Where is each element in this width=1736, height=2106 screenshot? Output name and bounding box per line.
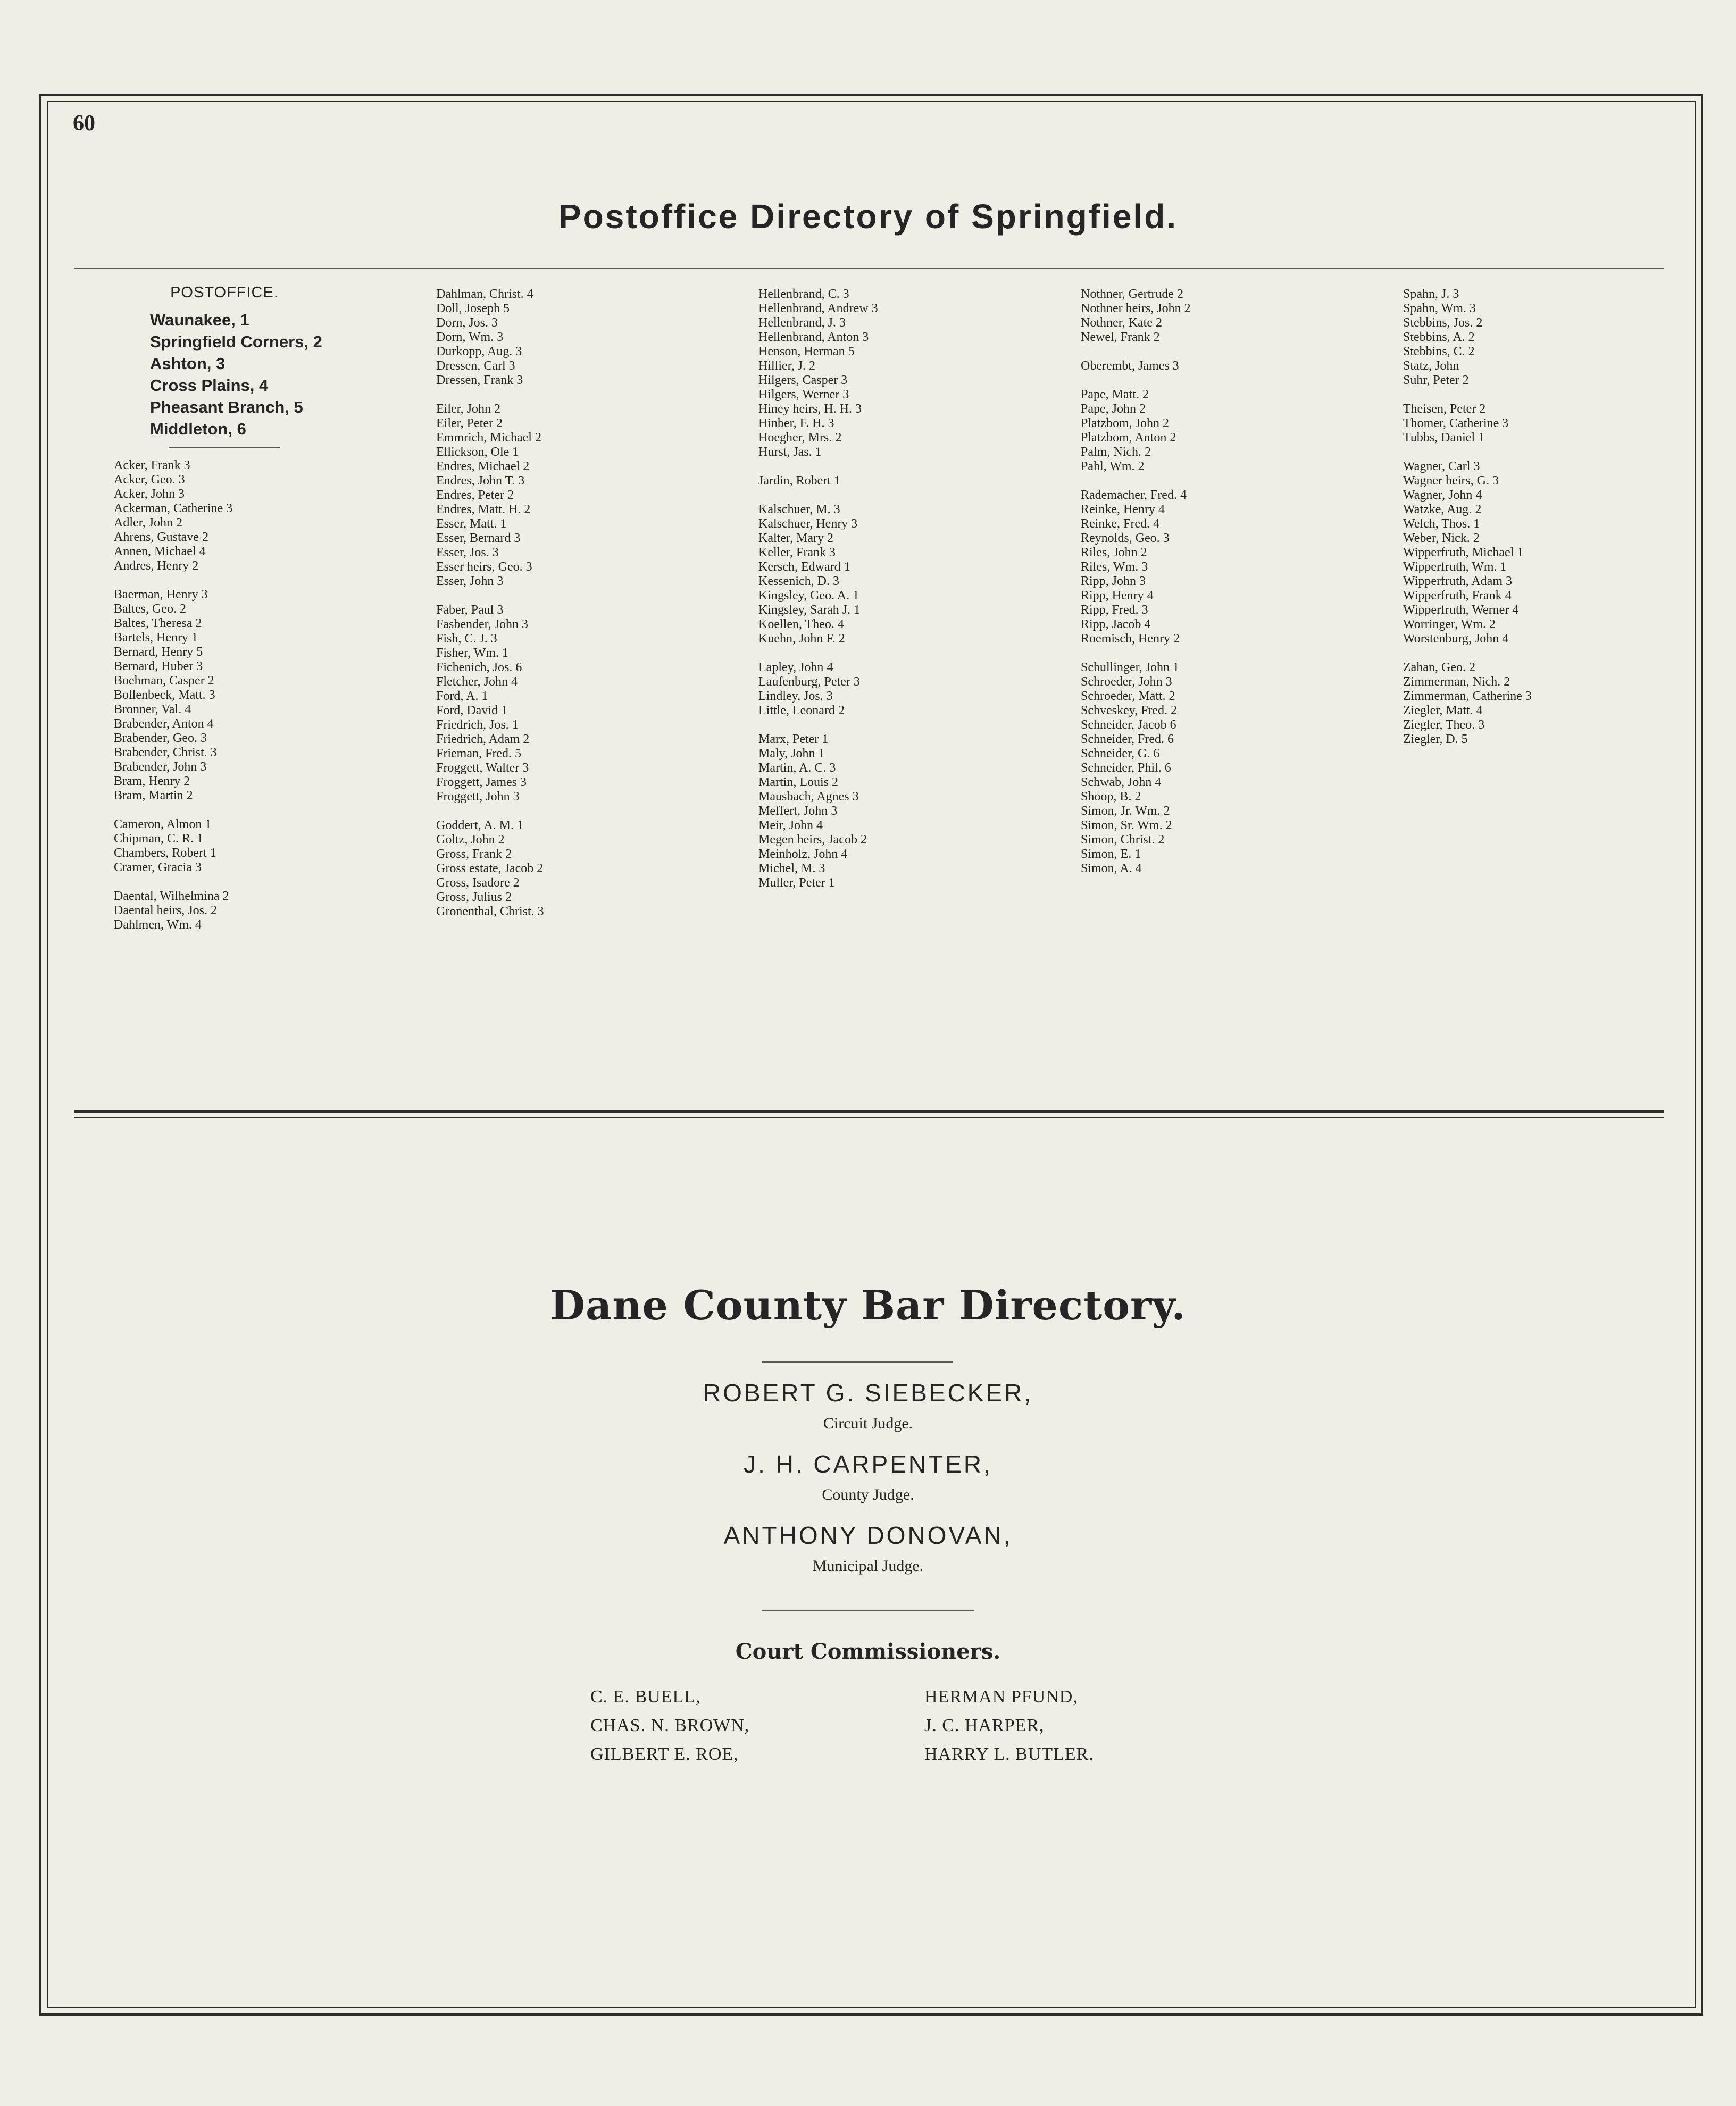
directory-entry: Suhr, Peter 2 (1403, 373, 1469, 387)
directory-entry: Esser, Jos. 3 (436, 546, 499, 559)
directory-entry: Endres, Peter 2 (436, 488, 514, 502)
directory-entry: Kersch, Edward 1 (758, 560, 850, 574)
directory-entry: Zimmerman, Catherine 3 (1403, 689, 1532, 703)
directory-entry: Wipperfruth, Adam 3 (1403, 574, 1512, 588)
section-divider-thick (74, 1110, 1664, 1113)
directory-entry: Endres, John T. 3 (436, 474, 525, 488)
directory-entry: Bartels, Henry 1 (114, 631, 198, 645)
directory-entry: Wipperfruth, Werner 4 (1403, 603, 1519, 617)
postoffice-rule (169, 447, 280, 448)
directory-entry: Thomer, Catherine 3 (1403, 416, 1509, 430)
directory-entry: Baerman, Henry 3 (114, 588, 208, 601)
directory-entry: Nothner heirs, John 2 (1081, 302, 1191, 315)
directory-entry: Brabender, Christ. 3 (114, 746, 217, 759)
directory-entry: Esser, John 3 (436, 574, 504, 588)
directory-entry: Zahan, Geo. 2 (1403, 661, 1475, 674)
directory-entry: Froggett, John 3 (436, 790, 520, 804)
group-gap (1081, 373, 1191, 388)
directory-entry: Schwab, John 4 (1081, 775, 1162, 789)
directory-entry: Mausbach, Agnes 3 (758, 790, 859, 804)
directory-entry: Ripp, Jacob 4 (1081, 617, 1151, 631)
directory-entry: Reinke, Fred. 4 (1081, 517, 1159, 531)
directory-entry: Faber, Paul 3 (436, 603, 504, 617)
directory-entry: Spahn, Wm. 3 (1403, 302, 1476, 315)
directory-column-4 (1081, 287, 1191, 876)
directory-entry: Palm, Nich. 2 (1081, 445, 1151, 459)
commissioner-name: C. E. BUELL, (590, 1687, 701, 1707)
directory-entry: Kingsley, Geo. A. 1 (758, 589, 859, 603)
directory-entry: Hilgers, Werner 3 (758, 388, 849, 402)
directory-entry: Stebbins, C. 2 (1403, 345, 1475, 358)
directory-entry: Meffert, John 3 (758, 804, 838, 818)
bar-title-rule (762, 1361, 953, 1363)
directory-entry: Nothner, Kate 2 (1081, 316, 1162, 330)
postoffice-item: Ashton, 3 (150, 354, 226, 373)
directory-entry: Nothner, Gertrude 2 (1081, 287, 1183, 301)
directory-entry: Gross, Isadore 2 (436, 876, 520, 890)
group-gap (1403, 646, 1532, 661)
directory-entry: Kalter, Mary 2 (758, 531, 833, 545)
directory-entry: Daental, Wilhelmina 2 (114, 889, 229, 903)
directory-entry: Worringer, Wm. 2 (1403, 617, 1496, 631)
judge-role: County Judge. (822, 1486, 914, 1503)
commissioner-name: CHAS. N. BROWN, (590, 1716, 750, 1735)
directory-entry: Fasbender, John 3 (436, 617, 529, 631)
directory-entry: Froggett, Walter 3 (436, 761, 529, 775)
directory-entry: Esser, Bernard 3 (436, 531, 521, 545)
directory-entry: Endres, Michael 2 (436, 459, 530, 473)
directory-entry: Bram, Henry 2 (114, 774, 190, 788)
postoffice-item: Springfield Corners, 2 (150, 332, 322, 351)
judge-role: Circuit Judge. (823, 1415, 913, 1432)
directory-entry: Schneider, G. 6 (1081, 747, 1160, 760)
directory-entry: Schullinger, John 1 (1081, 661, 1180, 674)
directory-entry: Wagner heirs, G. 3 (1403, 474, 1499, 488)
directory-entry: Ripp, Henry 4 (1081, 589, 1154, 603)
directory-column-3 (758, 287, 878, 890)
directory-entry: Michel, M. 3 (758, 862, 825, 875)
directory-entry: Frieman, Fred. 5 (436, 747, 521, 760)
directory-entry: Riles, Wm. 3 (1081, 560, 1148, 574)
directory-entry: Hinber, F. H. 3 (758, 416, 834, 430)
directory-entry: Boehman, Casper 2 (114, 674, 214, 688)
directory-entry: Emmrich, Michael 2 (436, 431, 541, 445)
directory-entry: Stebbins, Jos. 2 (1403, 316, 1483, 330)
directory-entry: Simon, Sr. Wm. 2 (1081, 818, 1172, 832)
directory-entry: Bollenbeck, Matt. 3 (114, 688, 215, 702)
directory-entry: Friedrich, Adam 2 (436, 732, 530, 746)
directory-entry: Ford, David 1 (436, 704, 507, 717)
directory-entry: Dahlmen, Wm. 4 (114, 918, 202, 932)
group-gap (758, 718, 878, 732)
directory-entry: Annen, Michael 4 (114, 545, 206, 558)
directory-entry: Hiney heirs, H. H. 3 (758, 402, 862, 416)
directory-entry: Laufenburg, Peter 3 (758, 675, 860, 689)
directory-entry: Simon, Christ. 2 (1081, 833, 1165, 847)
directory-entry: Welch, Thos. 1 (1403, 517, 1480, 531)
directory-entry: Eiler, John 2 (436, 402, 501, 416)
postoffice-item: Cross Plains, 4 (150, 376, 269, 395)
group-gap (436, 804, 544, 818)
directory-entry: Gronenthal, Christ. 3 (436, 905, 544, 918)
directory-entry: Hilgers, Casper 3 (758, 373, 848, 387)
directory-entry: Wagner, Carl 3 (1403, 459, 1480, 473)
directory-entry: Meinholz, John 4 (758, 847, 848, 861)
directory-entry: Acker, Geo. 3 (114, 473, 185, 487)
group-gap (758, 646, 878, 661)
directory-entry: Acker, Frank 3 (114, 458, 190, 472)
directory-entry: Chipman, C. R. 1 (114, 832, 204, 846)
directory-entry: Ahrens, Gustave 2 (114, 530, 208, 544)
directory-entry: Platzbom, John 2 (1081, 416, 1169, 430)
commissioner-name: J. C. HARPER, (924, 1716, 1045, 1735)
directory-entry: Daental heirs, Jos. 2 (114, 904, 217, 917)
directory-entry: Reynolds, Geo. 3 (1081, 531, 1170, 545)
directory-entry: Statz, John (1403, 359, 1459, 373)
directory-entry: Newel, Frank 2 (1081, 330, 1160, 344)
directory-entry: Dressen, Carl 3 (436, 359, 515, 373)
directory-entry: Schroeder, John 3 (1081, 675, 1172, 689)
directory-entry: Martin, Louis 2 (758, 775, 838, 789)
directory-entry: Ziegler, Theo. 3 (1403, 718, 1485, 732)
directory-column-2 (436, 287, 544, 919)
group-gap (1081, 646, 1191, 661)
directory-entry: Schneider, Jacob 6 (1081, 718, 1176, 732)
directory-entry: Hellenbrand, Anton 3 (758, 330, 869, 344)
directory-entry: Dorn, Jos. 3 (436, 316, 498, 330)
commissioner-name: GILBERT E. ROE, (590, 1744, 739, 1764)
directory-entry: Dahlman, Christ. 4 (436, 287, 533, 301)
directory-entry: Rademacher, Fred. 4 (1081, 488, 1187, 502)
directory-entry: Andres, Henry 2 (114, 559, 199, 573)
directory-entry: Pape, John 2 (1081, 402, 1146, 416)
directory-entry: Ackerman, Catherine 3 (114, 502, 233, 515)
postoffice-item: Waunakee, 1 (150, 311, 249, 329)
group-gap (758, 488, 878, 503)
directory-entry: Esser heirs, Geo. 3 (436, 560, 532, 574)
directory-entry: Maly, John 1 (758, 747, 825, 760)
directory-entry: Hillier, J. 2 (758, 359, 816, 373)
directory-entry: Kuehn, John F. 2 (758, 632, 845, 646)
group-gap (114, 875, 232, 889)
directory-entry: Acker, John 3 (114, 487, 185, 501)
directory-entry: Ziegler, Matt. 4 (1403, 704, 1483, 717)
directory-entry: Marx, Peter 1 (758, 732, 829, 746)
directory-entry: Schveskey, Fred. 2 (1081, 704, 1178, 717)
group-gap (1081, 345, 1191, 359)
directory-entry: Gross, Frank 2 (436, 847, 512, 861)
directory-entry: Durkopp, Aug. 3 (436, 345, 522, 358)
directory-entry: Watzke, Aug. 2 (1403, 503, 1482, 516)
directory-entry: Shoop, B. 2 (1081, 790, 1141, 804)
directory-column-1 (114, 458, 232, 932)
directory-entry: Ripp, John 3 (1081, 574, 1146, 588)
directory-entry: Brabender, Anton 4 (114, 717, 214, 731)
directory-entry: Wipperfruth, Frank 4 (1403, 589, 1512, 603)
page-title: Postoffice Directory of Springfield. (558, 197, 1178, 236)
commissioners-left (590, 1683, 749, 1769)
group-gap (436, 589, 544, 603)
directory-entry: Brabender, John 3 (114, 760, 207, 774)
commissioners-right (924, 1683, 1094, 1769)
directory-entry: Wipperfruth, Wm. 1 (1403, 560, 1507, 574)
directory-entry: Brabender, Geo. 3 (114, 731, 207, 745)
postoffice-item: Pheasant Branch, 5 (150, 398, 303, 416)
judge-name: J. H. CARPENTER, (744, 1450, 992, 1478)
directory-entry: Dressen, Frank 3 (436, 373, 523, 387)
directory-entry: Kalschuer, M. 3 (758, 503, 840, 516)
directory-entry: Kalschuer, Henry 3 (758, 517, 858, 531)
directory-entry: Simon, A. 4 (1081, 862, 1142, 875)
postoffice-heading: POSTOFFICE. (170, 284, 279, 301)
postoffice-item: Middleton, 6 (150, 420, 246, 438)
directory-entry: Fish, C. J. 3 (436, 632, 497, 646)
directory-entry: Kessenich, D. 3 (758, 574, 839, 588)
directory-entry: Theisen, Peter 2 (1403, 402, 1486, 416)
commissioner-name: HERMAN PFUND, (924, 1687, 1078, 1707)
group-gap (1081, 474, 1191, 488)
directory-entry: Hurst, Jas. 1 (758, 445, 822, 459)
directory-entry: Baltes, Theresa 2 (114, 616, 202, 630)
directory-entry: Doll, Joseph 5 (436, 302, 510, 315)
commissioners-title: Court Commissioners. (735, 1639, 1001, 1664)
directory-entry: Lindley, Jos. 3 (758, 689, 833, 703)
directory-entry: Muller, Peter 1 (758, 876, 835, 890)
directory-entry: Hellenbrand, C. 3 (758, 287, 849, 301)
directory-entry: Cameron, Almon 1 (114, 817, 212, 831)
directory-entry: Pahl, Wm. 2 (1081, 459, 1145, 473)
directory-entry: Reinke, Henry 4 (1081, 503, 1165, 516)
directory-entry: Bram, Martin 2 (114, 789, 193, 803)
directory-entry: Ripp, Fred. 3 (1081, 603, 1148, 617)
directory-entry: Cramer, Gracia 3 (114, 860, 202, 874)
directory-entry: Riles, John 2 (1081, 546, 1147, 559)
directory-entry: Hellenbrand, Andrew 3 (758, 302, 878, 315)
directory-entry: Dorn, Wm. 3 (436, 330, 504, 344)
group-gap (436, 388, 544, 402)
directory-entry: Gross, Julius 2 (436, 890, 512, 904)
directory-entry: Martin, A. C. 3 (758, 761, 836, 775)
judges-rule (762, 1610, 974, 1611)
directory-entry: Pape, Matt. 2 (1081, 388, 1149, 402)
directory-entry: Froggett, James 3 (436, 775, 527, 789)
directory-entry: Ziegler, D. 5 (1403, 732, 1468, 746)
directory-entry: Koellen, Theo. 4 (758, 617, 844, 631)
judge-name: ROBERT G. SIEBECKER, (703, 1379, 1033, 1407)
directory-entry: Kingsley, Sarah J. 1 (758, 603, 861, 617)
directory-entry: Gross estate, Jacob 2 (436, 862, 544, 875)
directory-entry: Chambers, Robert 1 (114, 846, 216, 860)
directory-entry: Wagner, John 4 (1403, 488, 1482, 502)
directory-entry: Hoegher, Mrs. 2 (758, 431, 842, 445)
group-gap (114, 803, 232, 817)
directory-entry: Schroeder, Matt. 2 (1081, 689, 1175, 703)
directory-entry: Keller, Frank 3 (758, 546, 836, 559)
directory-entry: Lapley, John 4 (758, 661, 833, 674)
directory-entry: Endres, Matt. H. 2 (436, 503, 531, 516)
directory-entry: Schneider, Fred. 6 (1081, 732, 1174, 746)
directory-entry: Eiler, Peter 2 (436, 416, 503, 430)
bar-directory-title: Dane County Bar Directory. (550, 1282, 1186, 1329)
directory-column-5 (1403, 287, 1532, 747)
directory-entry: Friedrich, Jos. 1 (436, 718, 519, 732)
page-number: 60 (73, 111, 95, 136)
directory-entry: Fisher, Wm. 1 (436, 646, 508, 660)
directory-entry: Goddert, A. M. 1 (436, 818, 523, 832)
group-gap (114, 573, 232, 588)
commissioner-name: HARRY L. BUTLER. (924, 1744, 1094, 1764)
directory-entry: Meir, John 4 (758, 818, 823, 832)
directory-entry: Bronner, Val. 4 (114, 703, 191, 716)
directory-entry: Bernard, Huber 3 (114, 659, 203, 673)
directory-entry: Weber, Nick. 2 (1403, 531, 1480, 545)
directory-entry: Henson, Herman 5 (758, 345, 855, 358)
group-gap (1403, 445, 1532, 459)
directory-entry: Hellenbrand, J. 3 (758, 316, 846, 330)
directory-entry: Esser, Matt. 1 (436, 517, 507, 531)
directory-entry: Roemisch, Henry 2 (1081, 632, 1180, 646)
directory-entry: Simon, Jr. Wm. 2 (1081, 804, 1170, 818)
directory-entry: Jardin, Robert 1 (758, 474, 840, 488)
directory-entry: Little, Leonard 2 (758, 704, 845, 717)
postoffice-legend (113, 284, 336, 448)
directory-entry: Oberembt, James 3 (1081, 359, 1179, 373)
directory-entry: Fletcher, John 4 (436, 675, 518, 689)
directory-entry: Simon, E. 1 (1081, 847, 1141, 861)
judge-name: ANTHONY DONOVAN, (723, 1522, 1013, 1549)
directory-entry: Worstenburg, John 4 (1403, 632, 1509, 646)
directory-entry: Bernard, Henry 5 (114, 645, 203, 659)
title-rule (74, 268, 1664, 269)
directory-entry: Goltz, John 2 (436, 833, 505, 847)
directory-entry: Adler, John 2 (114, 516, 183, 530)
directory-entry: Spahn, J. 3 (1403, 287, 1459, 301)
directory-entry: Schneider, Phil. 6 (1081, 761, 1171, 775)
directory-entry: Wipperfruth, Michael 1 (1403, 546, 1524, 559)
judge-role: Municipal Judge. (812, 1557, 924, 1575)
directory-entry: Ford, A. 1 (436, 689, 488, 703)
directory-entry: Baltes, Geo. 2 (114, 602, 186, 616)
group-gap (1403, 388, 1532, 402)
directory-entry: Tubbs, Daniel 1 (1403, 431, 1485, 445)
directory-entry: Fichenich, Jos. 6 (436, 661, 522, 674)
directory-entry: Ellickson, Ole 1 (436, 445, 519, 459)
group-gap (758, 459, 878, 474)
section-divider-thin (74, 1117, 1664, 1118)
directory-entry: Zimmerman, Nich. 2 (1403, 675, 1510, 689)
directory-entry: Stebbins, A. 2 (1403, 330, 1475, 344)
directory-entry: Megen heirs, Jacob 2 (758, 833, 867, 847)
directory-entry: Platzbom, Anton 2 (1081, 431, 1176, 445)
